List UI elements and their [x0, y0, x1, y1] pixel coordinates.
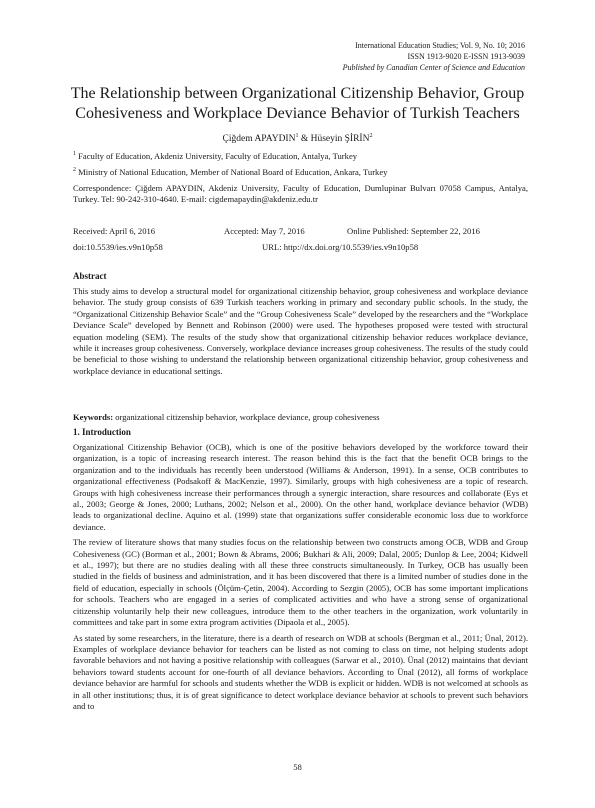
- doi-url[interactable]: URL: http://dx.doi.org/10.5539/ies.v9n10p58: [262, 242, 419, 252]
- affiliation-2-text: Ministry of National Education, Member of National Board of Education, Ankara, Turkey: [76, 167, 388, 177]
- author-1-affil: 1: [295, 132, 299, 139]
- affiliation-2-number: 2: [73, 167, 76, 174]
- journal-issn: ISSN 1913-9020 E-ISSN 1913-9039: [407, 52, 525, 61]
- author-line: [0, 134, 595, 144]
- introduction-heading: 1. Introduction: [73, 427, 131, 437]
- intro-paragraph-2: The review of literature shows that many studies focus on the relationship between two constructs among OCB, WDB and Group Cohesiveness (GC) (Borman et al., 2001; Bown & Abrams, 2006; Bukhari & Ali, 2009; Dalal, 2005; Dunlop & Lee, 2004; Kidwell et al., 1997); but there are no studies dealing with all these three constructs simultaneously. In Turkey, OCB has usually been studied in the fields of business and administration, and it has been discovered that there is a limited number of studies done in the field of education, especially in schools (Ölçüm-Çetin, 2004). According to Sezgin (2005), OCB has some important implications for schools. Teachers who are engaged in a series of complicated activities and who have a strong sense of organizational citizenship voluntarily help their new colleagues, introduce them to the other teachers in the organization, work voluntarily in committees and take part in some extra program activities (Dipaola et al., 2005).: [73, 537, 528, 628]
- received-date: Received: April 6, 2016: [73, 226, 156, 236]
- author-separator: &: [298, 134, 311, 144]
- page-number: 58: [293, 762, 302, 772]
- correspondence: Correspondence: Çiğdem APAYDIN, Akdeniz University, Faculty of Education, Dumlupinar Bulvarı 07058 Campus, Antalya, Turkey. Tel: 90-242-310-4640. E-mail: cigdemapaydin@akdeniz.edu.tr: [73, 183, 528, 205]
- keywords: [73, 412, 528, 422]
- keywords-text: organizational citizenship behavior, workplace deviance, group cohesiveness: [113, 412, 380, 422]
- journal-publisher: Published by Canadian Center of Science and Education: [342, 63, 525, 72]
- introduction-body: [73, 442, 528, 716]
- journal-citation: International Education Studies; Vol. 9, No. 10; 2016: [355, 41, 525, 50]
- abstract-heading: Abstract: [73, 271, 107, 281]
- keywords-label: Keywords:: [73, 412, 114, 422]
- paper-title: The Relationship between Organizational Citizenship Behavior, Group Cohesiveness and Workplace Deviance Behavior of Turkish Teachers: [70, 85, 525, 122]
- accepted-date: Accepted: May 7, 2016: [224, 226, 305, 236]
- affiliation-1-number: 1: [73, 151, 76, 158]
- author-1: Çiğdem APAYDIN: [222, 134, 296, 144]
- affiliation-2: [73, 167, 528, 178]
- affiliation-1-text: Faculty of Education, Akdeniz University, Faculty of Education, Antalya, Turkey: [76, 151, 358, 161]
- author-2-affil: 2: [369, 132, 373, 139]
- author-2: Hüseyin ŞİRİN: [310, 134, 370, 144]
- journal-header: [343, 40, 525, 73]
- doi-text: doi:10.5539/ies.v9n10p58: [73, 242, 163, 252]
- intro-paragraph-1: Organizational Citizenship Behavior (OCB), which is one of the positive behaviors developed by the workforce toward their organization, is a topic of increasing research interest. The reason behind this is the fact that the benefit OCB brings to the organization and to the individuals has recently been understood (Williams & Anderson, 1991). In a sense, OCB contributes to organizational effectiveness (Podsakoff & MacKenzie, 1997). Similarly, groups with high cohesiveness are a topic of research. Groups with high cohesiveness increase their performances through a synergic interaction, share resources and collaborate (Eys et al., 2003; George & Jones, 2000; Luthans, 2002; Nelson et al., 2000). On the other hand, workplace deviance behavior (WDB) leads to organizational decline. Aquino et al. (1999) state that organizations suffer considerable economic loss due to workforce deviance.: [73, 442, 528, 532]
- intro-paragraph-3: As stated by some researchers, in the literature, there is a dearth of research on WDB at schools (Bergman et al., 2011; Ünal, 2012). Examples of workplace deviance behavior for teachers can be listed as not coming to class on time, not helping students adopt favorable behaviors and not having a positive relationship with colleagues (Sarwar et al., 2010). Ünal (2012) maintains that deviant behaviors toward students account for one-fourth of all deviance behaviors. According to Ünal (2012), all forms of workplace deviance behavior are harmful for schools and students whether the WDB is explicit or hidden. WDB is not welcomed at schools as in all other institutions; thus, it is of great significance to detect workplace deviance behavior at schools to prevent such behaviors and to: [73, 632, 528, 711]
- affiliation-1: [73, 151, 528, 162]
- published-date: Online Published: September 22, 2016: [347, 226, 480, 236]
- abstract-text: This study aims to develop a structural model for organizational citizenship behavior, group cohesiveness and workplace deviance behavior. The study group consists of 639 Turkish teachers working in primary and secondary public schools. In the study, the “Organizational Citizenship Behavior Scale” and the “Group Cohesiveness Scale” developed by the researchers and the “Workplace Deviance Scale” developed by Bennett and Robinson (2000) were used. The hypotheses proposed were tested with structural equation modeling (SEM). The results of the study show that organizational citizenship behavior reduces workplace deviance, while it increases group cohesiveness. Conversely, workplace deviance increases group cohesiveness. The results of the study could be beneficial to those wishing to understand the relationship between organizational citizenship behavior, group cohesiveness and workplace deviance in educational settings.: [73, 286, 528, 376]
